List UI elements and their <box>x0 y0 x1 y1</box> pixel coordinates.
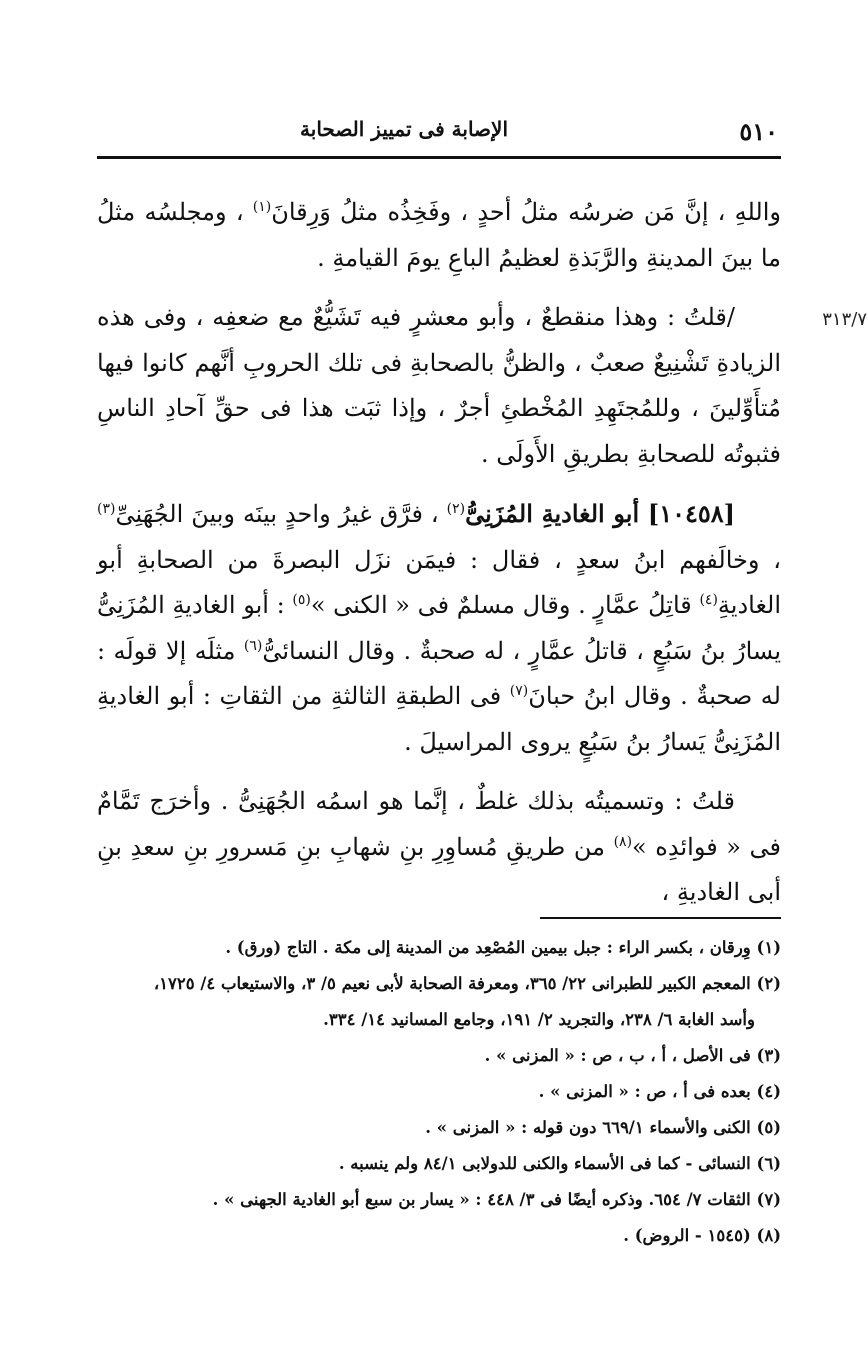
entry-paragraph <box>97 491 781 765</box>
paragraph-4 <box>97 779 781 916</box>
page-number: ٥١٠ <box>739 117 778 146</box>
text: فى الطبقةِ الثالثةِ من الثقاتِ : أبو الغاديةِ المُزَنِىُّ يَسارُ بنُ سَبُعٍ يروى المراسيلَ . <box>97 682 781 756</box>
text: ، فرَّق غيرُ واحدٍ بينَه وبينَ الجُهَنِىِّ <box>115 500 447 528</box>
main-text <box>97 190 867 930</box>
footnote-ref: (٦) <box>243 637 263 654</box>
text: /قلتُ : وهذا منقطعٌ ، وأبو معشرٍ فيه تَشَيُّعٌ مع ضعفِه ، وفى هذه الزيادةِ تَشْنِيعٌ صعبٌ ، والظنُّ بالصحابةِ فى تلك الحروبِ أنَّهم كانوا فيها مُتأَوِّلينَ ، وللمُجتَهِدِ المُخْطئِ أجرٌ ، وإذا ثبَت هذا فى حقِّ آحادِ الناسِ فثبوتُه للصحابةِ بطريقِ الأَولَى . <box>97 303 781 468</box>
text: مثلَه إلا قولَه : له صحبةٌ . وقال ابنُ حبانَ <box>97 636 781 710</box>
text: : أبو الغاديةِ المُزَنِىُّ يسارُ بنُ سَبُعٍ ، قاتلُ عمَّارٍ ، له صحبةٌ . وقال النسائىُّ <box>97 591 782 665</box>
footnote-2-continued: وأسد الغابة ٦/ ٢٣٨، والتجريد ٢/ ١٩١، وجامع المسانيد ١٤/ ٣٣٤. <box>323 1010 755 1029</box>
footnote-ref: (٢) <box>446 501 466 517</box>
text: قلتُ : وتسميتُه بذلك غلطٌ ، إنَّما هو اسمُه الجُهَنِىُّ . وأخرَج تَمَّامٌ فى « فوائدِه » <box>97 787 782 861</box>
paragraph-1 <box>97 190 781 281</box>
footnote-ref: (٧) <box>509 683 529 699</box>
text: ، وخالَفهم ابنُ سعدٍ ، فقال : فيمَن نزَل البصرةَ من الصحابةِ أبو الغاديةِ <box>97 545 782 619</box>
footnote-ref: (٣) <box>97 501 116 517</box>
running-title: الإصابة فى تمييز الصحابة <box>300 117 508 141</box>
footnote-6: (٦) النسائى - كما فى الأسماء والكنى للدولابى ٨٤/١ ولم ينسبه . <box>338 1154 781 1173</box>
footnote-7: (٧) الثقات ٧/ ٦٥٤. وذكره أيضًا فى ٣/ ٤٤٨ : « يسار بن سبع أبو الغادية الجهنى » . <box>212 1190 781 1209</box>
footnote-separator <box>540 917 781 919</box>
footnote-8: (٨) (١٥٤٥ - الروض) . <box>623 1226 781 1245</box>
footnote-ref: (٨) <box>613 833 633 850</box>
footnote-ref: (١) <box>252 199 272 215</box>
text: قاتِلُ عمَّارٍ . وقال مسلمٌ فى « الكنى » <box>310 591 700 619</box>
entry-name: أبو الغاديةِ المُزَنِىُّ <box>465 499 648 528</box>
header-rule <box>97 156 781 159</box>
entry-number: [١٠٤٥٨] <box>647 499 735 528</box>
footnote-2: (٢) المعجم الكبير للطبرانى ٢٢/ ٣٦٥، ومعرفة الصحابة لأبى نعيم ٥/ ٣، والاستيعاب ٤/ ١٧٢٥، <box>153 974 781 993</box>
footnote-4: (٤) بعده فى أ ، ص : « المزنى » . <box>538 1082 781 1101</box>
page-header <box>97 113 778 153</box>
text: ، ومجلسُه مثلُ ما بينَ المدينةِ والرَّبَذةِ لعظيمُ الباعِ يومَ القيامةِ . <box>97 198 781 272</box>
margin-page-ref: ٣١٣/٧ <box>822 309 867 330</box>
footnote-5: (٥) الكنى والأسماء ٦٦٩/١ دون قوله : « المزنى » . <box>425 1118 781 1137</box>
footnote-3: (٣) فى الأصل ، أ ، ب ، ص : « المزنى » . <box>484 1046 781 1065</box>
footnote-ref: (٤) <box>699 592 718 608</box>
text: من طريقِ مُساوِرِ بنِ شهابِ بنِ مَسرورِ بنِ سعدِ بنِ أبى الغاديةِ ، <box>97 832 781 906</box>
paragraph-2 <box>97 295 867 477</box>
text: واللهِ ، إنَّ مَن ضرسُه مثلُ أحدٍ ، وفَخِذُه مثلُ وَرِقانَ <box>271 198 781 226</box>
footnote-ref: (٥) <box>292 592 311 608</box>
footnotes <box>80 930 781 1254</box>
footnote-1: (١) وِرقان ، بكسر الراء : جبل بيمين المُصْعِد من المدينة إلى مكة . التاج (ورق) . <box>225 938 781 957</box>
